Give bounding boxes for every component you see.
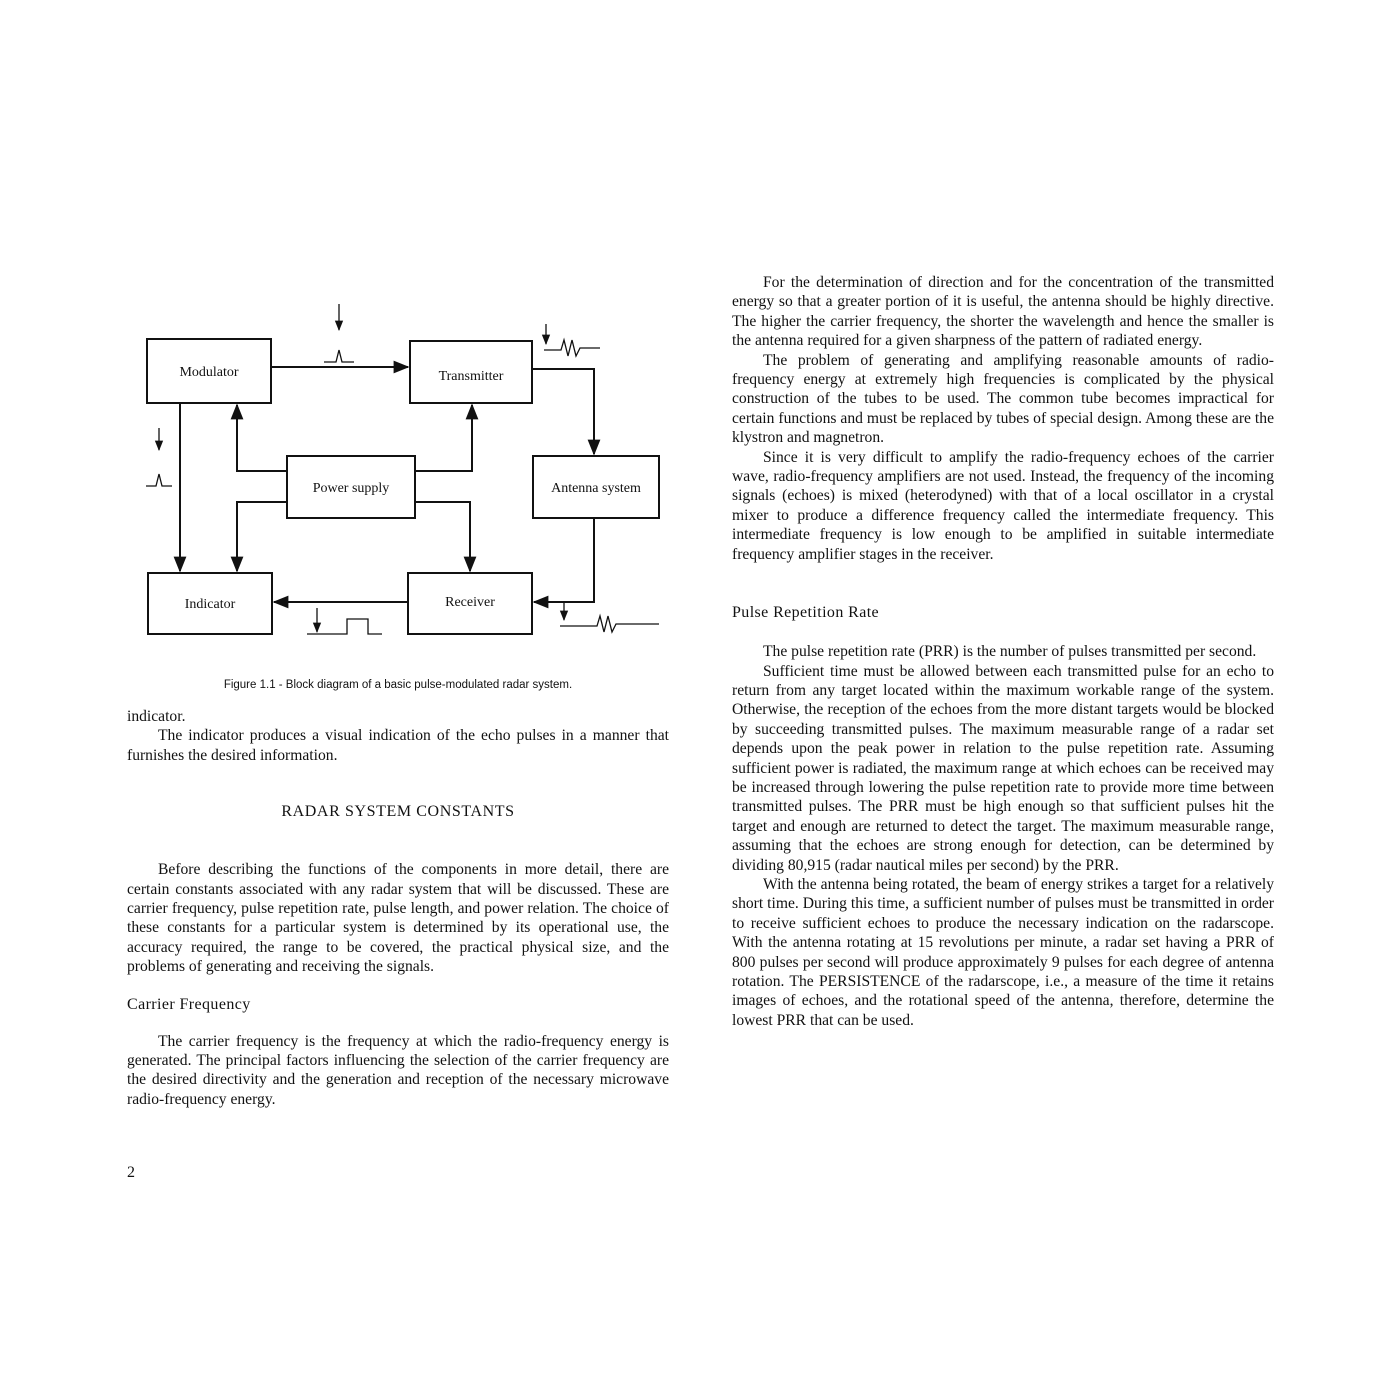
right-column — [732, 273, 1274, 1030]
receiver-label: Receiver — [445, 595, 495, 610]
subsection-title-prr: Pulse Repetition Rate — [732, 604, 880, 622]
subsection-title-carrier-frequency: Carrier Frequency — [127, 995, 251, 1013]
power-supply-label: Power supply — [312, 481, 390, 496]
indicator-label: Indicator — [184, 597, 236, 612]
paragraph-prr: The pulse repetition rate (PRR) is the number of pulses transmitted per second. — [763, 643, 1257, 661]
paragraph-constants: Before describing the functions of the components in more detail, there are certain constants associated with any radar system that will be discussed. These are carrier frequency, pulse repetition rate, pulse length, and power relation. The choice of these constants for a particular system is determined by its operational use, the accuracy required, the range to be covered, the practical physical size, and the problems of generating and receiving the signals. — [127, 861, 669, 976]
paragraph-problem: The problem of generating and amplifying reasonable amounts of radio-frequency energy at extremely high frequencies is complicated by the physical construction of the tubes to be used. The common tube becomes impractical for certain functions and must be replaced by tubes of special design. Among these are the klystron and magnetron. — [732, 351, 1274, 447]
paragraph-indicator-tail: indicator. — [127, 708, 186, 725]
paragraph-indicator: The indicator produces a visual indication of the echo pulses in a manner that furnishes the desired information. — [127, 727, 669, 764]
radar-block-diagram — [137, 290, 667, 650]
section-title-radar-constants: RADAR SYSTEM CONSTANTS — [281, 803, 515, 821]
paragraph-carrier-frequency: The carrier frequency is the frequency at which the radio-frequency energy is generated. The principal factors influencing the selection of the carrier frequency are the desired directivity and the generation and reception of the necessary microwave radio-frequency energy. — [127, 1032, 669, 1108]
paragraph-sufficient: Sufficient time must be allowed between each transmitted pulse for an echo to return from any target located within the maximum workable range of the system. Otherwise, the reception of the echoes from the more distant targets would be blocked by succeeding transmitted pulses. The maximum measurable range of a radar set depends upon the peak power in relation to the pulse repetition rate. Assuming sufficient power is radiated, the maximum range at which echoes can be received may be increased through lowering the pulse repetition rate to provide more time between transmitted pulses. The PRR must be high enough so that sufficient pulses hit the target and enough are returned to detect the target. The maximum measurable range, assuming that the echoes are strong enough for detection, can be determined by dividing 80,915 (radar nautical miles per second) by the PRR. — [732, 662, 1274, 874]
paragraph-since: Since it is very difficult to amplify the radio-frequency echoes of the carrier wave, radio-frequency amplifiers are not used. Instead, the frequency of the incoming signals (echoes) is mixed (heterodyned) with that of a local oscillator in a crystal mixer to produce a difference frequency called the intermediate frequency. This intermediate frequency is low enough to be amplified in suitable intermediate frequency amplifier stages in the receiver. — [732, 448, 1274, 563]
page-number: 2 — [127, 1164, 135, 1181]
antenna-system-label: Antenna system — [551, 481, 641, 496]
transmitter-label: Transmitter — [438, 369, 504, 384]
modulator-label: Modulator — [179, 365, 239, 380]
figure-caption: Figure 1.1 - Block diagram of a basic pulse-modulated radar system. — [223, 679, 573, 691]
paragraph-direction: For the determination of direction and for the concentration of the transmitted energy so that a greater portion of it is useful, the antenna should be highly directive. The higher the carrier frequency, the shorter the wavelength and hence the smaller is the antenna required for a given sharpness of the pattern of radiated energy. — [732, 274, 1274, 350]
paragraph-antenna: With the antenna being rotated, the beam of energy strikes a target for a relatively short time. During this time, a sufficient number of pulses must be transmitted in order to receive sufficient echoes to produce the necessary indication on the radarscope. With the antenna rotating at 15 revolutions per minute, a radar set having a PRR of 800 pulses per second will produce approximately 9 pulses for each degree of antenna rotation. The PERSISTENCE of the radarscope, i.e., a measure of the time it retains images of echoes, and the rotational speed of the antenna, therefore, determine the lowest PRR that can be used. — [732, 875, 1274, 1029]
